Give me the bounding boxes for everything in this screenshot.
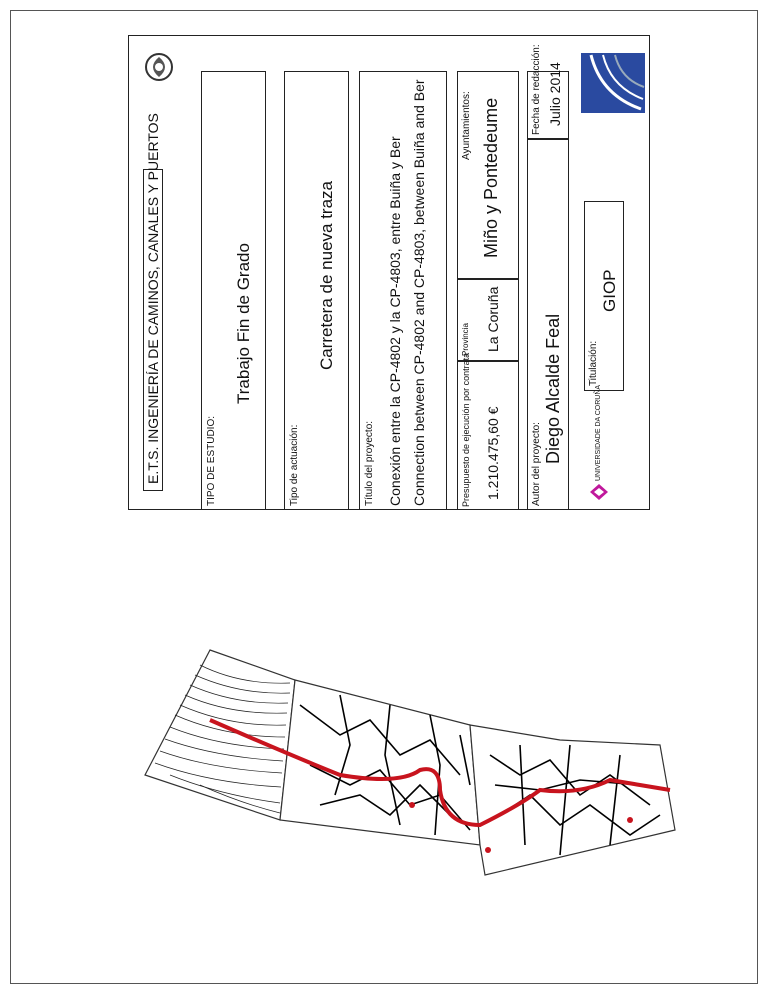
school-name: E.T.S. INGENIERÍA DE CAMINOS, CANALES Y PUERTOS	[145, 113, 161, 484]
project-title-label: Título del proyecto:	[364, 420, 375, 506]
degree-value: GIOP	[600, 269, 619, 312]
project-title-es: Conexión entre la CP-4802 y la CP-4803, entre Buiña y Ber	[387, 136, 403, 506]
study-type-label: TIPO DE ESTUDIO:	[206, 415, 217, 506]
province-box	[457, 279, 519, 361]
study-type-value: Trabajo Fin de Grado	[234, 243, 253, 404]
map-sheet-1	[145, 650, 295, 820]
school-name-box	[143, 113, 163, 491]
province-value: La Coruña	[485, 286, 501, 352]
budget-box	[457, 352, 519, 510]
degree-box	[584, 201, 624, 391]
province-label: Provincia	[461, 323, 470, 356]
councils-value: Miño y Pontedeume	[481, 97, 501, 258]
date-value: Julio 2014	[547, 62, 563, 126]
author-value: Diego Alcalde Feal	[543, 313, 563, 464]
action-type-label: Tipo de actuación:	[289, 424, 300, 506]
author-box	[527, 139, 569, 510]
route-location-map	[140, 645, 680, 885]
date-box	[527, 44, 569, 139]
degree-label: Titulación:	[588, 340, 599, 386]
councils-box	[457, 71, 519, 279]
action-type-value: Carretera de nueva traza	[317, 181, 336, 370]
project-title-en: Connection between CP-4802 and CP-4803, between Buiña and Ber	[411, 79, 427, 506]
study-type-box	[201, 71, 266, 510]
budget-label: Presupuesto de ejecución por contrata	[461, 352, 471, 507]
giop-logo-icon	[581, 53, 645, 113]
budget-value: 1.210.475,60 €	[485, 406, 501, 500]
action-type-box	[284, 71, 349, 510]
project-title-box	[359, 71, 447, 510]
university-name: UNIVERSIDADE DA CORUÑA	[595, 384, 602, 481]
crest-icon	[143, 51, 175, 83]
author-label: Autor del proyecto:	[531, 422, 542, 506]
title-block	[128, 35, 650, 510]
councils-label: Ayuntamientos:	[461, 91, 472, 160]
date-label: Fecha de redacción:	[531, 44, 542, 135]
university-logo-icon	[589, 483, 609, 501]
